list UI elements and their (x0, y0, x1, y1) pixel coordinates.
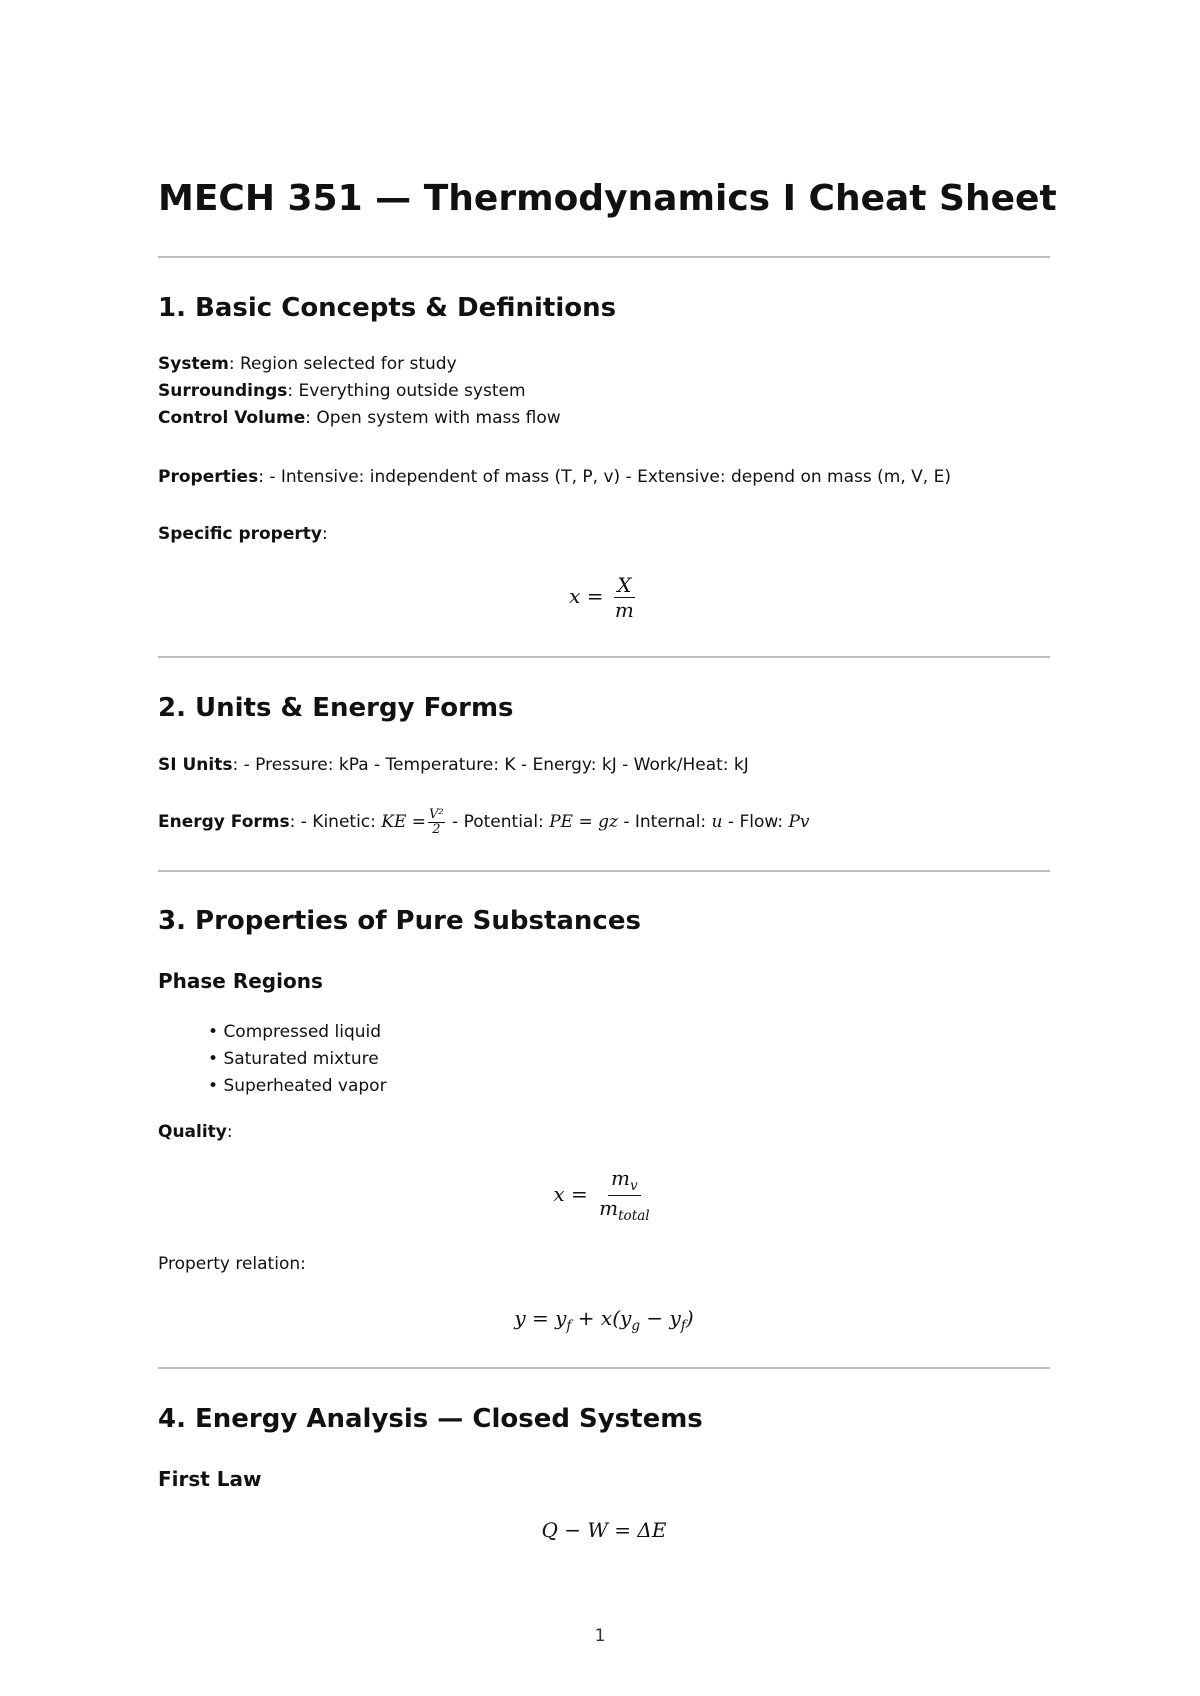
specific-property-label: Specific property: (158, 524, 328, 544)
property-relation-label: Property relation: (158, 1254, 306, 1274)
divider (158, 1367, 1050, 1369)
definition-system: System: Region selected for study (158, 354, 457, 374)
properties-text: Properties: - Intensive: independent of mass (T, P, v) - Extensive: depend on mass (m, V, E) (158, 467, 951, 487)
energy-forms-text: Energy Forms: - Kinetic: KE = $\frac{\text{V²}}{2}$ - Potential: PE = gz - Internal: u - Flow: Pv (158, 807, 810, 837)
divider (158, 256, 1050, 258)
list-item: • Saturated mixture (208, 1046, 387, 1073)
section-heading-units-energy: 2. Units & Energy Forms (158, 693, 514, 723)
section-heading-closed-systems: 4. Energy Analysis — Closed Systems (158, 1404, 703, 1434)
equation-specific-property: x = $\frac{X}{m}$ (569, 573, 634, 622)
section-heading-pure-substances: 3. Properties of Pure Substances (158, 906, 641, 936)
definition-control-volume: Control Volume: Open system with mass flow (158, 408, 561, 428)
si-units-text: SI Units: - Pressure: kPa - Temperature: K - Energy: kJ - Work/Heat: kJ (158, 755, 749, 775)
divider (158, 870, 1050, 872)
list-item: • Superheated vapor (208, 1073, 387, 1100)
subheading-phase-regions: Phase Regions (158, 969, 323, 993)
list-item: • Compressed liquid (208, 1019, 387, 1046)
equation-property-relation (158, 1306, 1050, 1334)
page-title: MECH 351 — Thermodynamics I Cheat Sheet (158, 178, 1057, 219)
definition-surroundings: Surroundings: Everything outside system (158, 381, 526, 401)
equation-text: $y = y_f + x(y_g - y_f)$ (514, 1306, 694, 1334)
page-number: 1 (594, 1626, 606, 1646)
quality-label: Quality: (158, 1122, 233, 1142)
subheading-first-law: First Law (158, 1467, 262, 1491)
equation-quality: x = $\frac{m_v}{m_{total}}$ (553, 1166, 650, 1224)
phase-regions-list (208, 1019, 387, 1100)
equation-first-law: Q − W = ΔE (541, 1518, 667, 1542)
divider (158, 656, 1050, 658)
section-heading-basic-concepts: 1. Basic Concepts & Definitions (158, 293, 617, 323)
